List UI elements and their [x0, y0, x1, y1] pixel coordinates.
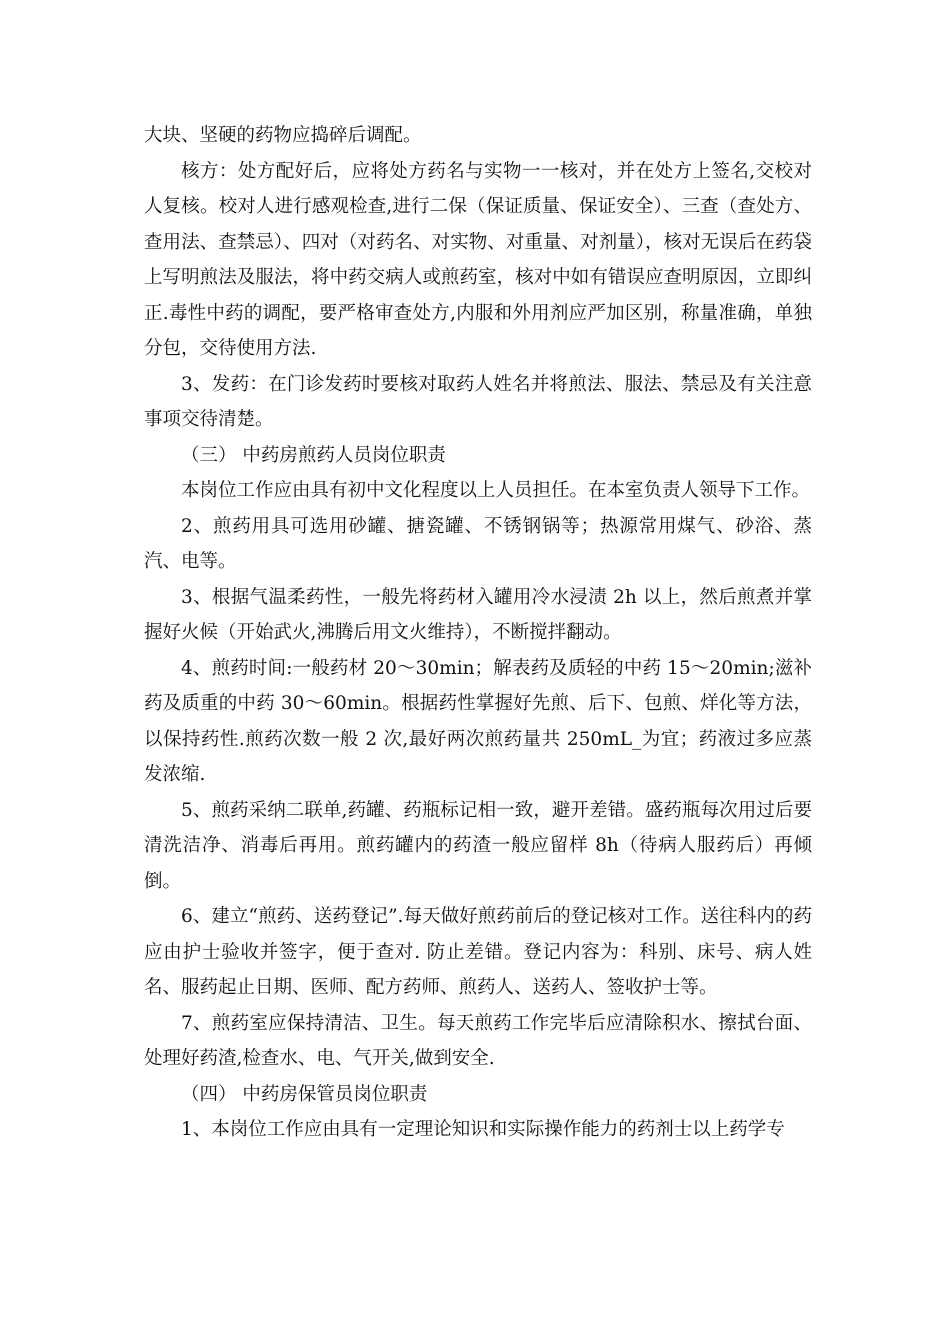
paragraph-cleanliness: 7、煎药室应保持清洁、卫生。每天煎药工作完毕后应清除积水、擦拭台面、处理好药渣,检查水、电、气开关,做到安全.	[144, 1012, 812, 1069]
paragraph-staff-requirement: 本岗位工作应由具有初中文化程度以上人员担任。在本室负责人领导下工作。	[181, 480, 811, 501]
section-heading-storekeeper: （四） 中药房保管员岗位职责	[181, 1083, 428, 1105]
paragraph-dual-form: 5、煎药采纳二联单,药罐、药瓶标记相一致，避开差错。盛药瓶每次用过后要清洗洁净、消毒后再用。煎药罐内的药渣一般应留样 8h（待病人服药后）再倾倒。	[144, 799, 812, 892]
paragraph-dispense: 3、发药：在门诊发药时要核对取药人姓名并将煎法、服法、禁忌及有关注意事项交待清楚。	[144, 373, 812, 430]
paragraph-decoction-time: 4、煎药时间:一般药材 20～30min；解表药及质轻的中药 15～20min;滋补药及质重的中药 30～60min。根据药性掌握好先煎、后下、包煎、烊化等方法，以保持药性.煎药次数一般 2 次,最好两次煎药量共 250mL_为宜；药液过多应蒸发浓缩.	[144, 657, 812, 785]
paragraph-registration: 6、建立“煎药、送药登记”.每天做好煎药前后的登记核对工作。送往科内的药应由护士验收并签字，便于查对. 防止差错。登记内容为：科别、床号、病人姓名、服药起止日期、医师、配方药师、煎药人、送药人、签收护士等。	[144, 906, 812, 998]
paragraph-check-prescription: 核方：处方配好后，应将处方药名与实物一一核对，并在处方上签名,交校对人复核。校对人进行感观检查,进行二保（保证质量、保证安全）、三查（查处方、查用法、查禁忌）、四对（对药名、对实物、对重量、对剂量），核对无误后在药袋上写明煎法及服法，将中药交病人或煎药室，核对中如有错误应查明原因，立即纠正.毒性中药的调配，要严格审查处方,内服和外用剂应严加区别，称量准确，单独分包，交待使用方法.	[144, 160, 812, 359]
section-heading-decoction-staff: （三） 中药房煎药人员岗位职责	[181, 444, 446, 466]
paragraph-soaking: 3、根据气温柔药性，一般先将药材入罐用冷水浸渍 2h 以上，然后煎煮并掌握好火候（开始武火,沸腾后用文火维持），不断搅拌翻动。	[144, 586, 812, 643]
document-body	[144, 118, 812, 1148]
paragraph-storekeeper-requirement: 1、本岗位工作应由具有一定理论知识和实际操作能力的药剂士以上药学专	[181, 1119, 785, 1140]
paragraph-continuation: 大块、坚硬的药物应捣碎后调配。	[144, 125, 422, 146]
paragraph-decoction-tools: 2、煎药用具可选用砂罐、搪瓷罐、不锈钢锅等；热源常用煤气、砂浴、蒸汽、电等。	[144, 515, 812, 572]
